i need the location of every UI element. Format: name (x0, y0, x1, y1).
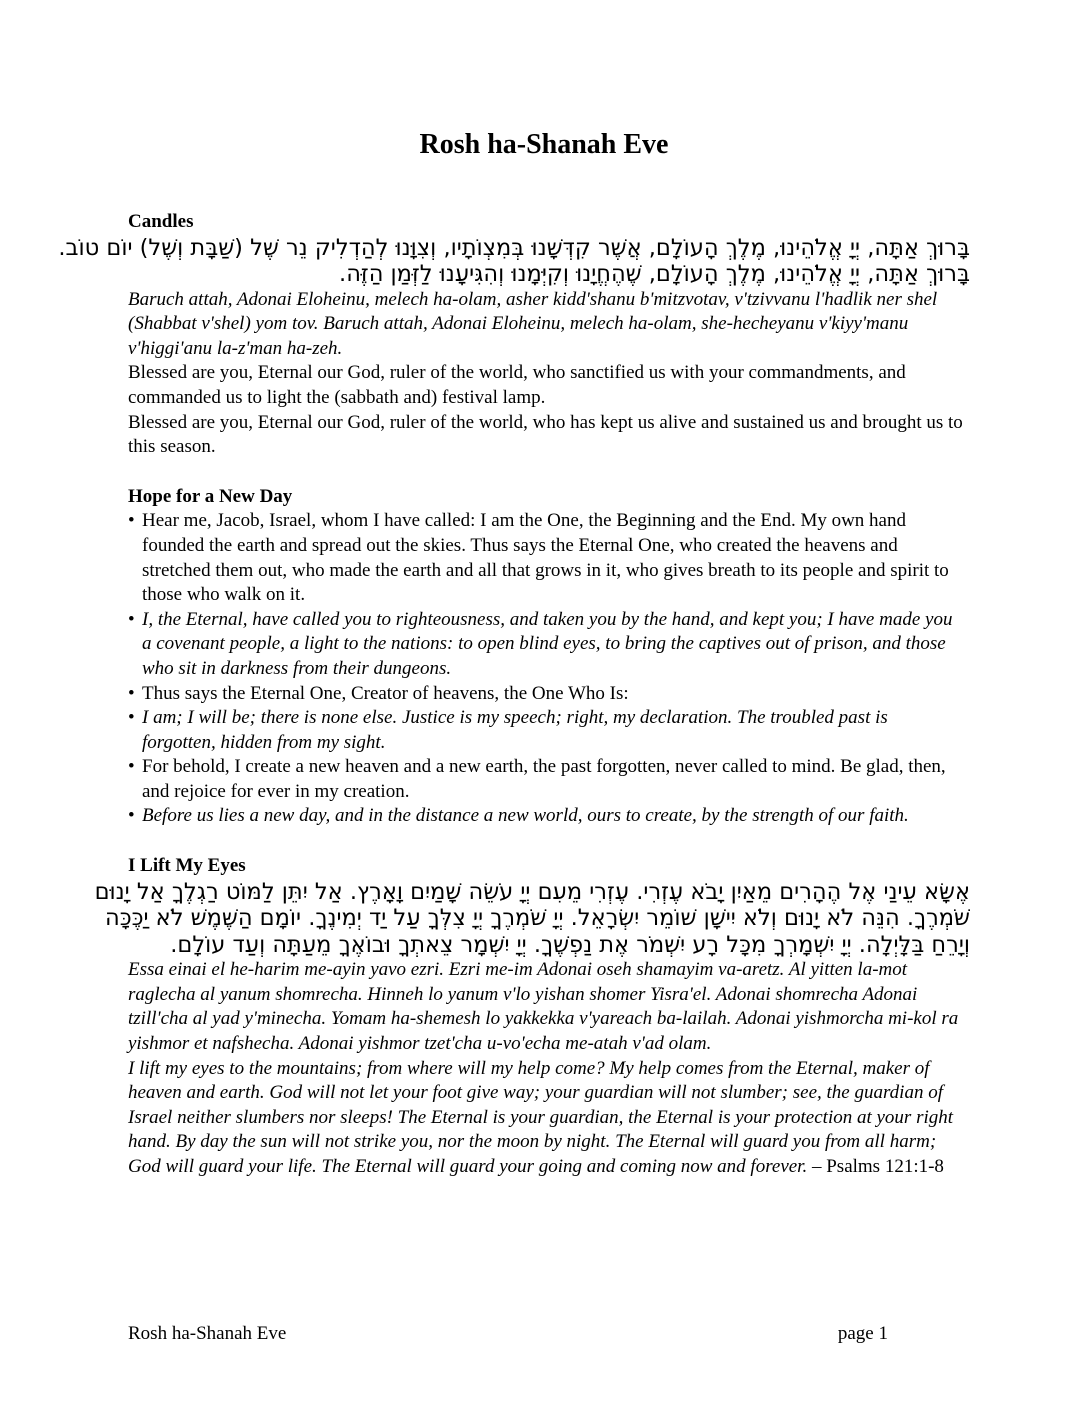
candles-translation: Blessed are you, Eternal our God, ruler of the world, who has kept us alive and sustained us and brought us to this season. (128, 411, 963, 458)
eyes-section (94, 854, 970, 1179)
candles-transliteration: Baruch attah, Adonai Eloheinu, melech ha-olam, asher kidd'shanu b'mitzvotav, v'tzivvanu l'hadlik ner shel (Shabbat v'shel) yom tov. Baruch attah, Adonai Eloheinu, melech ha-olam, she-hecheyanu v'kiyy'manu v'higgi'anu la-z'man ha-zeh. (128, 288, 938, 359)
psalm-hebrew-line: שֹׁמְרֶךָ. הִנֵּה לֹא יָנוּם וְלֹא יִישָׁן שׁוֹמֵר יִשְׂרָאֵל. יְיָ שֹׁמְרֶךָ יְיָ צִלְּךָ עַל יַד יְמִינֶךָ. יוֹמָם הַשֶּׁמֶשׁ לֹא יַכֶּכָּה (105, 905, 970, 932)
reading-response: • I, the Eternal, have called you to righteousness, and taken you by the hand, and kept you; I have made you a covenant people, a light to the nations: to open blind eyes, to bring the captives out of prison, and those who sit in darkness from their dungeons. (128, 608, 964, 682)
hope-heading: Hope for a New Day (128, 485, 293, 507)
reading-line: • Thus says the Eternal One, Creator of heavens, the One Who Is: (128, 682, 964, 707)
psalm-transliteration: Essa einai el he-harim me-ayin yavo ezri. Ezri me-im Adonai oseh shamayim va-aretz. Al yitten la-mot raglecha al yanum shomrecha. Hinneh lo yanum v'lo yishan shomer Yisra'el. Adonai shomrecha Adonai tzill'cha al yad y'minecha. Yomam ha-shemesh lo yakkekka v'yareach ba-lailah. Adonai yishmorcha mi-kol ra yishmor et nafshecha. Adonai yishmor tzet'cha u-vo'echa me-atah v'ad olam. (128, 959, 959, 1054)
hope-reading-list (128, 509, 964, 829)
psalm-hebrew-text (94, 878, 970, 959)
psalm-translation-text: I lift my eyes to the mountains; from where will my help come? My help comes from the Eternal, maker of heaven and earth. God will not let your foot give way; your guardian will not slumber; see, the guardian of Israel neither slumbers nor sleeps! The Eternal is your guardian, the Eternal is your protection at your right hand. By day the sun will not strike you, nor the moon by night. The Eternal will guard you from all harm; God will guard your life. The Eternal will guard your going and coming now and forever. (128, 1057, 954, 1177)
candles-heading: Candles (128, 211, 194, 232)
reading-line: • Hear me, Jacob, Israel, whom I have called: I am the One, the Beginning and the End. My own hand founded the earth and spread out the skies. Thus says the Eternal One, who created the heavens and stretched them out, who made the earth and all that grows in it, who gives breath to its people and spirit to those who walk on it. (128, 509, 964, 607)
document-body (58, 210, 970, 1180)
psalm-source-citation: – Psalms 121:1-8 (807, 1155, 944, 1177)
candles-hebrew-line: בָּרוּךְ אַתָּה, יְיָ אֱלֹהֵינוּ, מֶלֶךְ הָעוֹלָם, אֲשֶׁר קִדְּשָׁנוּ בְּמִצְוֹתָיו, וְצִוָּנוּ לְהַדְלִיק נֵר שֶׁל (שַׁבָּת וְשֶׁל) יוֹם טוֹב. (58, 234, 970, 261)
candles-translation: Blessed are you, Eternal our God, ruler of the world, who sanctified us with your commandments, and commanded us to light the (sabbath and) festival lamp. (128, 362, 906, 408)
candles-hebrew-line: בָּרוּךְ אַתָּה, יְיָ אֱלֹהֵינוּ, מֶלֶךְ הָעוֹלָם, שֶׁהֶחֱיָנוּ וְקִיְּמָנוּ וְהִגִּיעָנוּ לַזְּמַן הַזֶּה. (339, 261, 970, 288)
footer-document-title: Rosh ha-Shanah Eve (128, 1323, 287, 1344)
eyes-heading: I Lift My Eyes (128, 855, 246, 877)
psalm-translation (128, 1057, 964, 1180)
reading-response: • Before us lies a new day, and in the distance a new world, ours to create, by the strength of our faith. (128, 804, 964, 829)
footer-page-number: page 1 (837, 1323, 888, 1344)
psalm-hebrew-line: וְיָרֵחַ בַּלָּיְלָה. יְיָ יִשְׁמָרְךָ מִכָּל רָע יִשְׁמֹר אֶת נַפְשֶׁךָ. יְיָ יִשְׁמָר צֵאתְךָ וּבוֹאֶךָ מֵעַתָּה וְעַד עוֹלָם. (170, 931, 970, 958)
candles-section (58, 210, 970, 460)
candles-hebrew-blessing (58, 234, 970, 288)
page-title: Rosh ha-Shanah Eve (419, 129, 669, 160)
hope-section (128, 485, 964, 829)
reading-response: • I am; I will be; there is none else. Justice is my speech; right, my declaration. The troubled past is forgotten, hidden from my sight. (128, 706, 964, 755)
reading-line: • For behold, I create a new heaven and a new earth, the past forgotten, never called to mind. Be glad, then, and rejoice for ever in my creation. (128, 755, 964, 804)
psalm-hebrew-line: אֶשָּׂא עֵינַי אֶל הֶהָרִים מֵאַיִן יָבֹא עֶזְרִי. עֶזְרִי מֵעִם יְיָ עֹשֵׂה שָׁמַיִם וָאָרֶץ. אַל יִתֵּן לַמּוֹט רַגְלֶךָ אַל יָנוּם (94, 878, 970, 905)
